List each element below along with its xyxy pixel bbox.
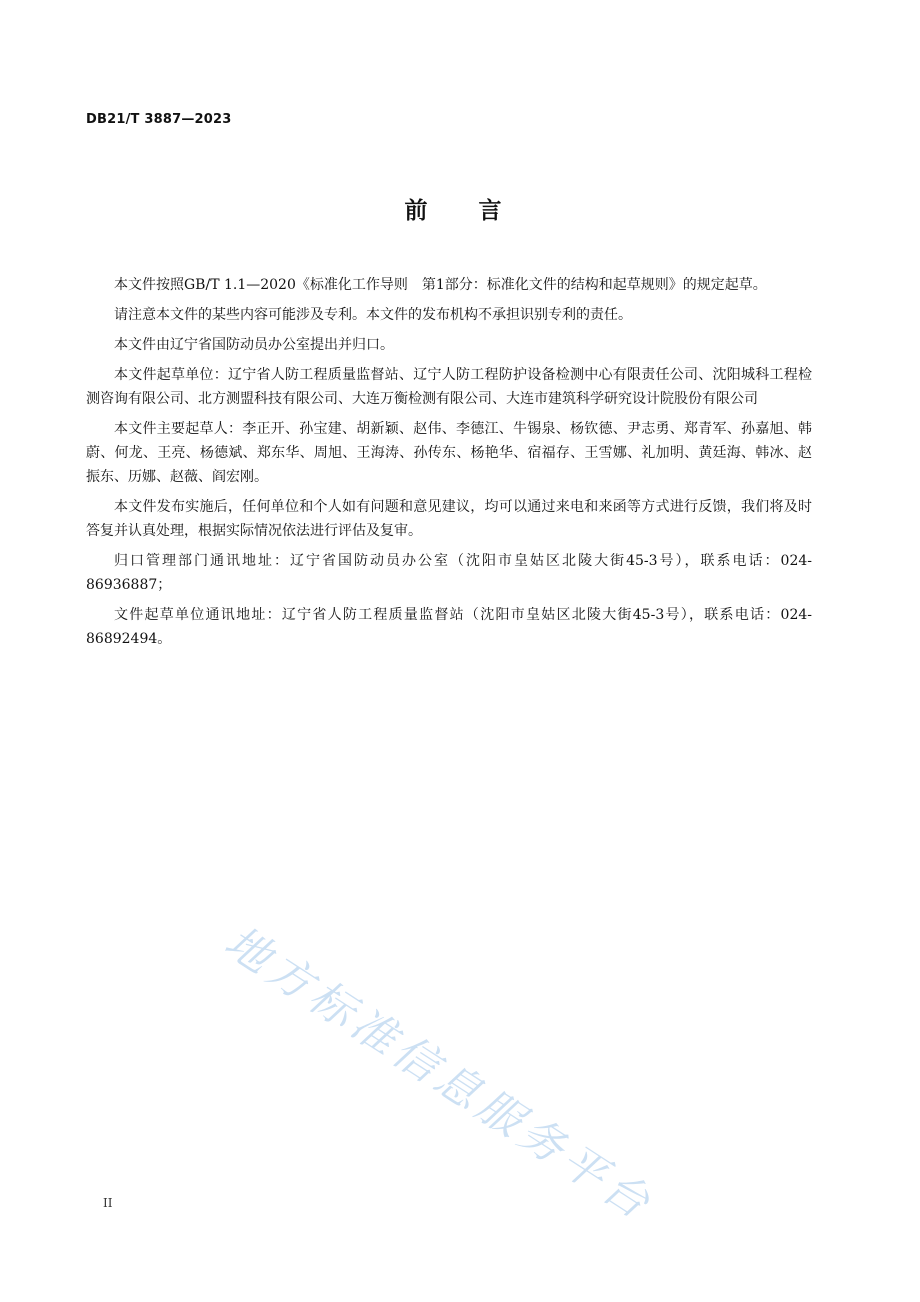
paragraph-patent-notice: 请注意本文件的某些内容可能涉及专利。本文件的发布机构不承担识别专利的责任。 <box>114 307 632 323</box>
paragraph-drafters: 本文件主要起草人：李正开、孙宝建、胡新颖、赵伟、李德江、牛锡泉、杨钦德、尹志勇、郑青军、孙嘉旭、韩蔚、何龙、王亮、杨德斌、郑东华、周旭、王海涛、孙传东、杨艳华、宿福存、王雪娜、礼加明、黄廷海、韩冰、赵振东、历娜、赵薇、阎宏刚。 <box>86 421 812 485</box>
paragraph-feedback: 本文件发布实施后，任何单位和个人如有问题和意见建议，均可以通过来电和来函等方式进行反馈，我们将及时答复并认真处理，根据实际情况依法进行评估及复审。 <box>86 499 812 539</box>
document-code: DB21/T 3887—2023 <box>86 112 232 127</box>
paragraph-proposer: 本文件由辽宁省国防动员办公室提出并归口。 <box>114 337 394 353</box>
paragraph-drafting-rules: 本文件按照GB/T 1.1—2020《标准化工作导则 第1部分：标准化文件的结构和起草规则》的规定起草。 <box>114 277 767 293</box>
paragraph-drafting-unit-address: 文件起草单位通讯地址：辽宁省人防工程质量监督站（沈阳市皇姑区北陵大街45-3号），联系电话：024-86892494。 <box>86 607 812 647</box>
foreword-body <box>86 273 812 657</box>
paragraph-management-address: 归口管理部门通讯地址：辽宁省国防动员办公室（沈阳市皇姑区北陵大街45-3号），联系电话：024-86936887； <box>86 553 812 593</box>
watermark: 地方标准信息服务平台 <box>215 916 663 1232</box>
paragraph-drafting-units: 本文件起草单位：辽宁省人防工程质量监督站、辽宁人防工程防护设备检测中心有限责任公司、沈阳城科工程检测咨询有限公司、北方测盟科技有限公司、大连万衡检测有限公司、大连市建筑科学研究设计院股份有限公司 <box>86 367 812 407</box>
page-number: II <box>103 1196 113 1210</box>
page-title: 前 言 <box>404 198 516 224</box>
